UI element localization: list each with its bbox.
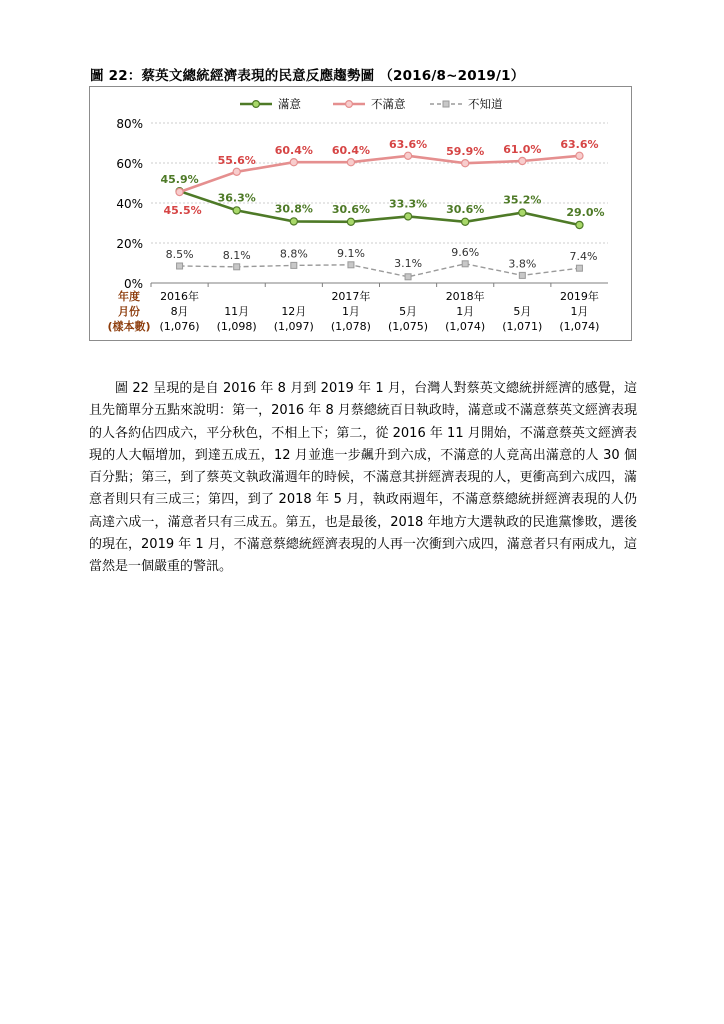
data-label: 61.0% — [503, 143, 542, 156]
data-label: 30.6% — [331, 202, 371, 216]
data-point — [404, 152, 411, 159]
x-tick-month: 1月 — [570, 305, 589, 318]
data-label: 30.8% — [274, 202, 313, 216]
trend-chart — [90, 87, 633, 342]
y-tick-label: 60% — [116, 157, 143, 171]
figure-title: 圖 22：蔡英文總統經濟表現的民意反應趨勢圖 （2016/8~2019/1） — [90, 68, 525, 84]
data-label: 55.6% — [217, 153, 256, 167]
x-tick-year: 2016年 — [160, 290, 200, 303]
x-tick-year: 2019年 — [559, 290, 599, 303]
x-row-header: 年度 — [118, 290, 140, 303]
data-point — [462, 160, 469, 167]
data-label: 3.8% — [508, 257, 537, 271]
data-label: 8.5% — [165, 248, 194, 261]
data-label: 8.8% — [279, 247, 308, 261]
y-tick-label: 80% — [116, 117, 143, 131]
data-label: 63.6% — [560, 137, 599, 151]
x-tick-sample-size: (1,098) — [216, 320, 257, 333]
x-row-header: 月份 — [118, 305, 140, 318]
y-tick-label: 20% — [116, 237, 143, 251]
data-point — [347, 159, 354, 166]
data-point — [462, 261, 468, 267]
x-tick-month: 11月 — [224, 305, 250, 318]
data-point — [405, 274, 411, 280]
x-tick-sample-size: (1,074) — [445, 320, 486, 333]
data-point — [348, 262, 354, 268]
data-label: 7.4% — [569, 250, 598, 264]
x-tick-sample-size: (1,071) — [502, 320, 543, 333]
data-point — [290, 218, 297, 225]
y-tick-label: 40% — [116, 197, 143, 211]
data-point — [347, 218, 354, 225]
x-tick-month: 1月 — [456, 305, 475, 318]
data-label: 60.4% — [331, 144, 371, 158]
x-tick-month: 5月 — [513, 305, 532, 318]
x-tick-month: 12月 — [281, 305, 307, 318]
data-label: 9.1% — [336, 246, 365, 260]
legend-label: 不知道 — [468, 97, 503, 111]
body-paragraph: 圖 22 呈現的是自 2016 年 8 月到 2019 年 1 月，台灣人對蔡英文總統拼經濟的感覺，這且先簡單分五點來說明：第一，2016 年 8 月蔡總統百日執政時，滿意或不滿意蔡英文經濟表現的人各約佔四成六，平分秋色，不相上下；第二，從 2016 年 11 月開始，不滿意蔡英文經濟表現的人大幅增加，到達五成五，12 月並進一步飆升到六成，不滿意的人竟高出滿意的人 30 個百分點；第三，到了蔡英文執政滿週年的時候，不滿意其拼經濟表現的人，更衝高到六成四，滿意者則只有三成三；第四，到了 2018 年 5 月，執政兩週年，不滿意蔡總統拼經濟表現的人仍高達六成一，滿意者只有三成五。第五，也是最後，2018 年地方大選執政的民進黨慘敗，選後的現在，2019 年 1 月，不滿意蔡總統經濟表現的人再一次衝到六成四，滿意者只有兩成九，這當然是一個嚴重的警訊。 — [89, 381, 637, 575]
data-label: 3.1% — [394, 256, 423, 270]
data-label: 36.3% — [217, 191, 256, 205]
x-tick-sample-size: (1,074) — [559, 320, 600, 333]
data-label: 45.5% — [163, 204, 202, 217]
y-tick-label: 0% — [123, 277, 143, 291]
data-label: 60.4% — [274, 144, 313, 158]
data-point — [291, 262, 297, 268]
data-label: 63.6% — [388, 137, 428, 151]
x-tick-sample-size: (1,097) — [273, 320, 314, 333]
body-text — [89, 378, 637, 579]
data-point — [404, 213, 411, 220]
data-label: 45.9% — [160, 173, 199, 187]
legend-marker — [346, 101, 353, 108]
data-point — [234, 264, 240, 270]
data-label: 29.0% — [566, 206, 605, 219]
data-point — [233, 168, 240, 175]
x-tick-sample-size: (1,078) — [330, 320, 371, 333]
data-point — [576, 221, 583, 228]
x-tick-month: 5月 — [399, 305, 418, 318]
data-point — [176, 188, 183, 195]
data-label: 35.2% — [503, 193, 542, 207]
data-point — [519, 209, 526, 216]
legend-label: 滿意 — [278, 97, 301, 111]
data-point — [462, 218, 469, 225]
x-tick-sample-size: (1,075) — [388, 320, 429, 333]
data-point — [519, 157, 526, 164]
data-point — [177, 263, 183, 269]
data-label: 59.9% — [446, 145, 485, 159]
legend-marker — [443, 101, 449, 107]
x-tick-year: 2018年 — [445, 290, 485, 303]
data-point — [519, 272, 525, 278]
data-label: 30.6% — [446, 202, 485, 216]
legend-label: 不滿意 — [371, 97, 406, 111]
x-row-header: (樣本數) — [107, 320, 151, 333]
x-tick-year: 2017年 — [331, 290, 371, 303]
data-label: 9.6% — [451, 245, 480, 259]
data-point — [576, 152, 583, 159]
data-label: 33.3% — [388, 197, 428, 211]
data-label: 8.1% — [222, 248, 251, 262]
x-tick-sample-size: (1,076) — [159, 320, 200, 333]
data-point — [233, 207, 240, 214]
legend-marker — [253, 101, 260, 108]
x-tick-month: 1月 — [341, 305, 360, 318]
data-point — [290, 159, 297, 166]
x-tick-month: 8月 — [170, 305, 189, 318]
data-point — [576, 265, 582, 271]
chart-frame — [89, 86, 632, 341]
